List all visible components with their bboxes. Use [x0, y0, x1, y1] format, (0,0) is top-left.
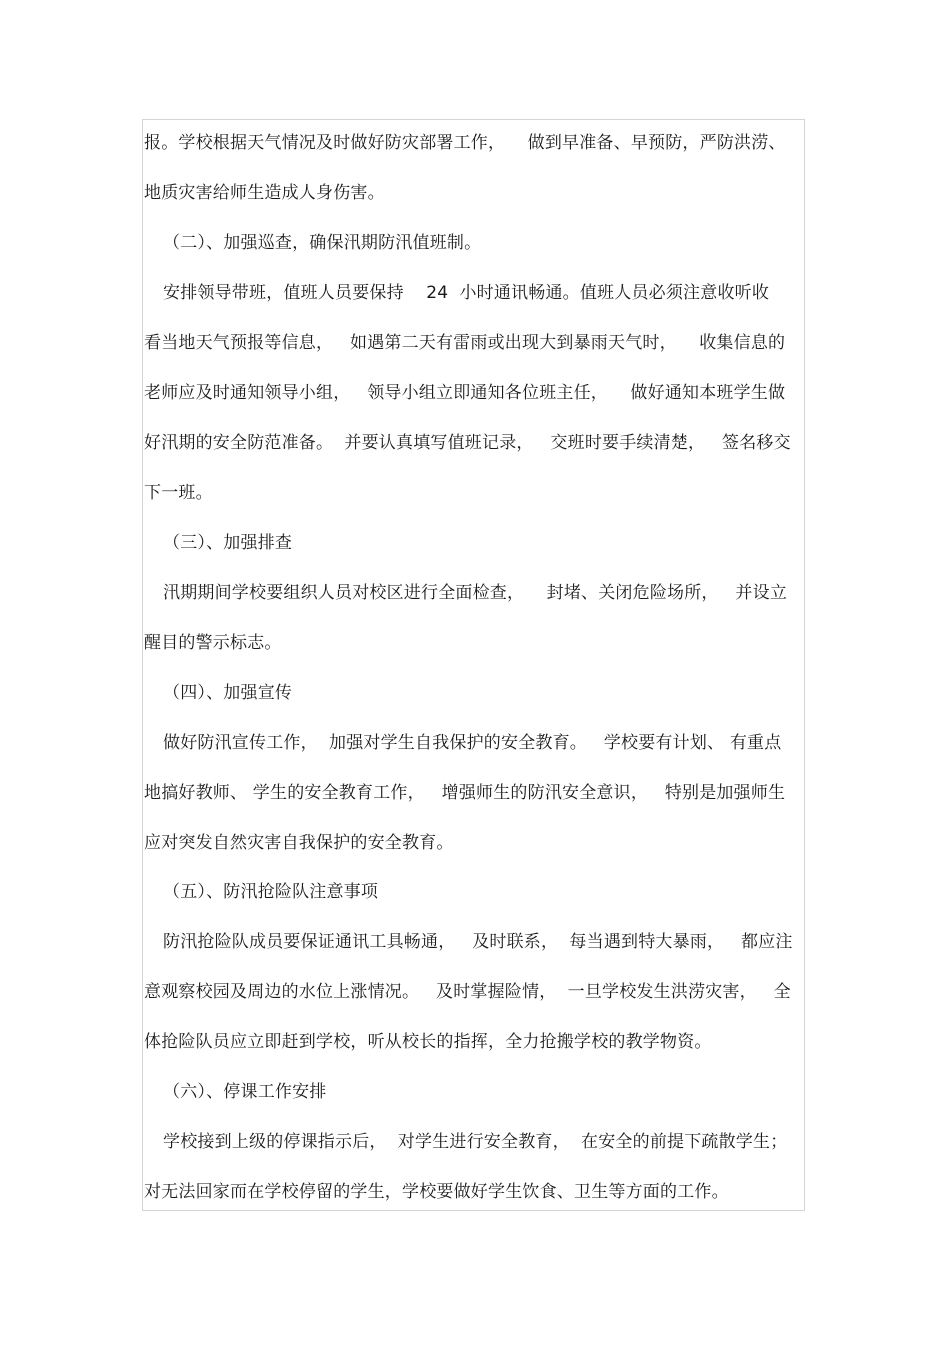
- text-line: 汛期期间学校要组织人员对校区进行全面检查， 封堵、关闭危险场所， 并设立: [163, 583, 788, 603]
- text-line: 报。学校根据天气情况及时做好防灾部署工作， 做到早准备、早预防，严防洪涝、: [144, 133, 786, 153]
- text-line: 体抢险队员应立即赶到学校，听从校长的指挥，全力抢搬学校的教学物资。: [144, 1032, 712, 1052]
- text-line: 学校接到上级的停课指示后， 对学生进行安全教育， 在安全的前提下疏散学生；: [163, 1132, 788, 1152]
- text-line: 防汛抢险队成员要保证通讯工具畅通， 及时联系， 每当遇到特大暴雨， 都应注: [163, 932, 793, 952]
- text-line: 安排领导带班，值班人员要保持 24 小时通讯畅通。值班人员必须注意收听收: [163, 283, 770, 303]
- text-line: 意观察校园及周边的水位上涨情况。 及时掌握险情， 一旦学校发生洪涝灾害， 全: [144, 982, 791, 1002]
- text-line: 做好防汛宣传工作， 加强对学生自我保护的安全教育。 学校要有计划、 有重点: [163, 733, 782, 753]
- text-line: 地搞好教师、 学生的安全教育工作， 增强师生的防汛安全意识， 特别是加强师生: [144, 783, 786, 803]
- text-line: 醒目的警示标志。: [144, 633, 282, 653]
- section-heading: （五）、防汛抢险队注意事项: [163, 882, 379, 902]
- text-line: 看当地天气预报等信息， 如遇第二天有雷雨或出现大到暴雨天气时， 收集信息的: [144, 333, 786, 353]
- section-heading: （六）、停课工作安排: [163, 1082, 327, 1102]
- text-line: 好汛期的安全防范准备。 并要认真填写值班记录， 交班时要手续清楚， 签名移交: [144, 433, 791, 453]
- section-heading: （二）、加强巡查，确保汛期防汛值班制。: [163, 233, 482, 253]
- text-line: 对无法回家而在学校停留的学生，学校要做好学生饮食、卫生等方面的工作。: [144, 1182, 729, 1202]
- section-heading: （四）、加强宣传: [163, 683, 293, 703]
- text-line: 地质灾害给师生造成人身伤害。: [144, 183, 385, 203]
- text-line: 下一班。: [144, 483, 213, 503]
- text-line: 应对突发自然灾害自我保护的安全教育。: [144, 833, 454, 853]
- text-line: 老师应及时通知领导小组， 领导小组立即通知各位班主任， 做好通知本班学生做: [144, 383, 786, 403]
- section-heading: （三）、加强排查: [163, 533, 293, 553]
